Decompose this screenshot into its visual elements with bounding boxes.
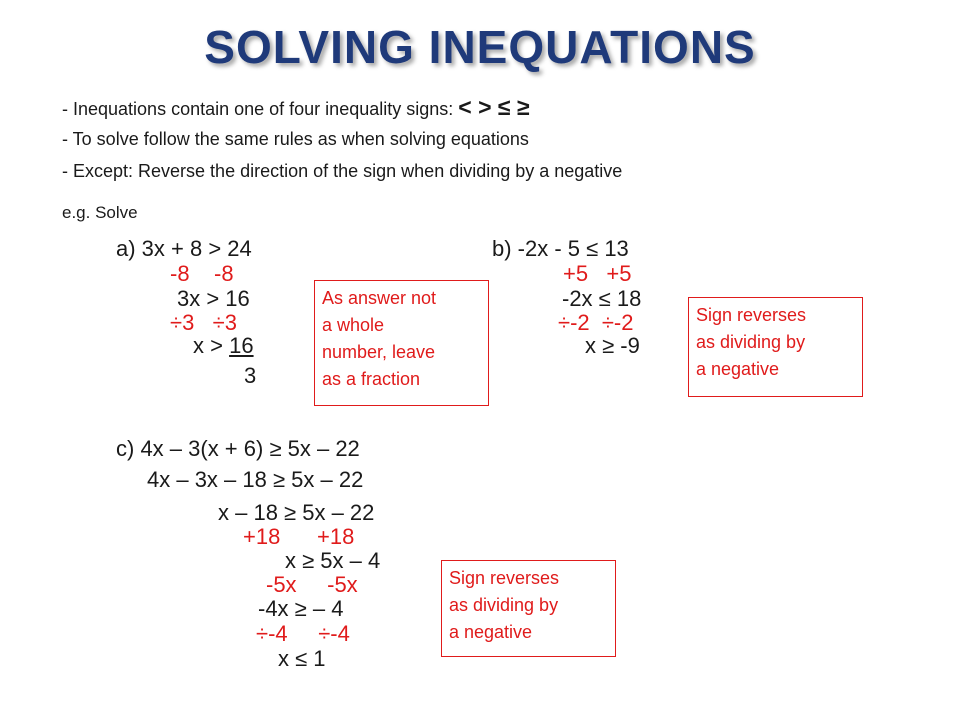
- part-c-line-1: c) 4x – 3(x + 6) ≥ 5x – 22: [116, 436, 360, 461]
- part-c-line-3: x – 18 ≥ 5x – 22: [218, 500, 375, 525]
- part-a-line-3: 3x > 16: [177, 286, 250, 311]
- rule-two: - To solve follow the same rules as when solving equations: [62, 129, 529, 149]
- inequality-signs: < > ≤ ≥: [458, 94, 530, 120]
- note-line: number, leave: [322, 342, 436, 362]
- part-a-numerator: 16: [229, 333, 254, 358]
- part-c-line-9: x ≤ 1: [278, 646, 326, 671]
- note-line: a negative: [449, 622, 533, 642]
- note-line: Sign reverses: [449, 568, 560, 588]
- note-line: a negative: [696, 359, 780, 379]
- rule-one-text: - Inequations contain one of four inequality signs:: [62, 99, 454, 119]
- part-c-line-5: x ≥ 5x – 4: [285, 548, 381, 573]
- part-a-denominator: 3: [244, 363, 257, 388]
- note-line: Sign reverses: [696, 305, 807, 325]
- part-a-answer-prefix: x >: [193, 333, 230, 358]
- part-b-line-1: b) -2x - 5 ≤ 13: [492, 236, 629, 261]
- part-b-line-3: -2x ≤ 18: [562, 286, 642, 311]
- note-line: as dividing by: [696, 332, 806, 352]
- part-b-line-2: +5 +5: [563, 261, 632, 286]
- fraction-note: [314, 280, 489, 406]
- part-a-line-4: ÷3 ÷3: [170, 310, 237, 335]
- part-c-line-8: ÷-4 ÷-4: [256, 621, 350, 646]
- part-c-line-2: 4x – 3x – 18 ≥ 5x – 22: [147, 467, 364, 492]
- part-b-line-5: x ≥ -9: [585, 333, 640, 358]
- rule-one: [62, 94, 530, 121]
- note-line: as a fraction: [322, 369, 421, 389]
- part-c-line-4: +18 +18: [243, 524, 355, 549]
- part-a-line-5: [193, 333, 254, 359]
- part-a-line-1: a) 3x + 8 > 24: [116, 236, 252, 261]
- note-line: a whole: [322, 315, 385, 335]
- sign-reverse-note-c: [441, 560, 616, 657]
- page-title: SOLVING INEQUATIONS: [204, 21, 756, 73]
- sign-reverse-note-b: [688, 297, 863, 397]
- example-label: e.g. Solve: [62, 203, 138, 222]
- note-line: as dividing by: [449, 595, 559, 615]
- note-line: As answer not: [322, 288, 437, 308]
- part-a-line-2: -8 -8: [170, 261, 234, 286]
- part-c-line-7: -4x ≥ – 4: [258, 596, 344, 621]
- rule-three: - Except: Reverse the direction of the sign when dividing by a negative: [62, 161, 623, 181]
- part-b-line-4: ÷-2 ÷-2: [558, 310, 634, 335]
- part-c-line-6: -5x -5x: [266, 572, 358, 597]
